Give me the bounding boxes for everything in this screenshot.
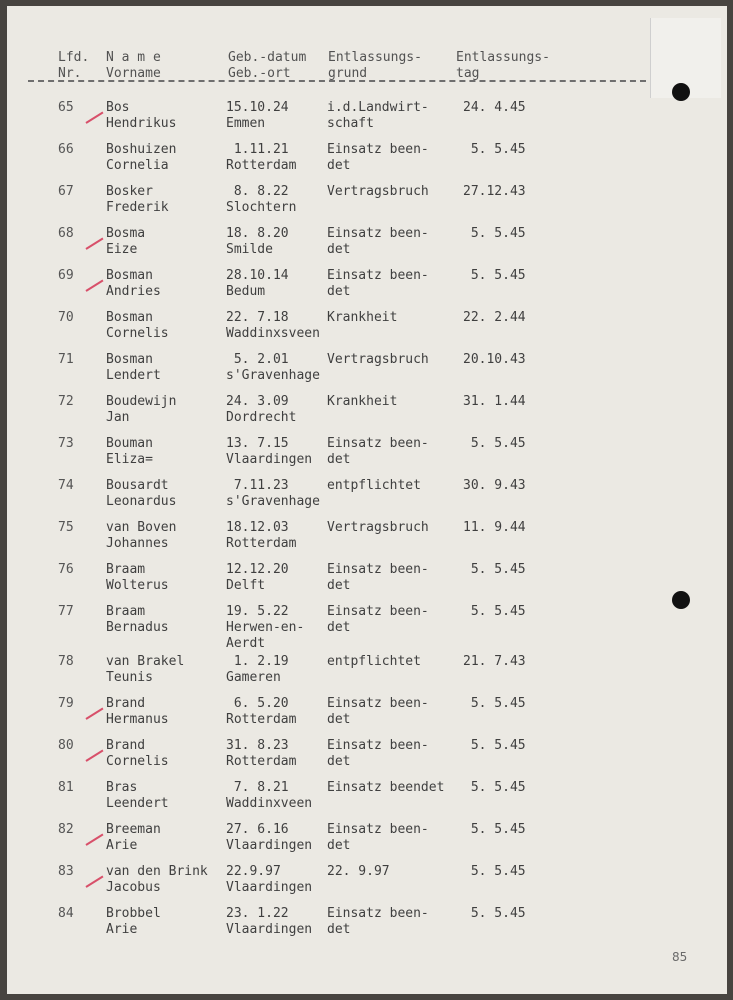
row-birth: 12.12.20 Delft xyxy=(226,562,289,593)
row-number: 75 xyxy=(58,520,74,535)
row-reason: Vertragsbruch xyxy=(327,352,429,367)
row-birth: 22. 7.18 Waddinxsveen xyxy=(226,310,320,341)
row-date: 11. 9.44 xyxy=(463,520,526,535)
row-birth: 27. 6.16 Vlaardingen xyxy=(226,822,313,853)
row-number: 67 xyxy=(58,184,74,199)
row-number: 73 xyxy=(58,436,74,451)
row-reason: Einsatz been- det xyxy=(327,436,429,467)
row-birth: 22.9.97 Vlaardingen xyxy=(226,864,313,895)
row-birth: 23. 1.22 Vlaardingen xyxy=(226,906,313,937)
row-number: 84 xyxy=(58,906,74,921)
row-number: 77 xyxy=(58,604,74,619)
row-reason: i.d.Landwirt- schaft xyxy=(327,100,429,131)
row-birth: 1. 2.19 Gameren xyxy=(226,654,289,685)
row-name: Bousardt Leonardus xyxy=(106,478,177,509)
row-number: 65 xyxy=(58,100,74,115)
row-name: Bouman Eliza= xyxy=(106,436,153,467)
row-name: Braam Bernadus xyxy=(106,604,169,635)
punch-hole-middle xyxy=(672,591,690,609)
row-name: Bosman Cornelis xyxy=(106,310,169,341)
row-name: Bosker Frederik xyxy=(106,184,169,215)
row-birth: 13. 7.15 Vlaardingen xyxy=(226,436,313,467)
row-reason: Einsatz been- det xyxy=(327,822,429,853)
row-name: van Brakel Teunis xyxy=(106,654,185,685)
row-date: 21. 7.43 xyxy=(463,654,526,669)
row-name: Brand Cornelis xyxy=(106,738,169,769)
row-reason: entpflichtet xyxy=(327,478,421,493)
row-date: 5. 5.45 xyxy=(463,822,526,837)
row-number: 80 xyxy=(58,738,74,753)
row-number: 71 xyxy=(58,352,74,367)
row-reason: 22. 9.97 xyxy=(327,864,390,879)
row-birth: 31. 8.23 Rotterdam xyxy=(226,738,297,769)
row-name: Brand Hermanus xyxy=(106,696,169,727)
row-date: 5. 5.45 xyxy=(463,436,526,451)
header-entlassungstag: Entlassungs- tag xyxy=(456,50,550,81)
row-name: Bras Leendert xyxy=(106,780,169,811)
row-name: van Boven Johannes xyxy=(106,520,177,551)
row-reason: Vertragsbruch xyxy=(327,520,429,535)
row-number: 81 xyxy=(58,780,74,795)
row-reason: Vertragsbruch xyxy=(327,184,429,199)
row-reason: Einsatz been- det xyxy=(327,226,429,257)
row-birth: 5. 2.01 s'Gravenhage xyxy=(226,352,320,383)
row-date: 31. 1.44 xyxy=(463,394,526,409)
row-reason: Einsatz been- det xyxy=(327,562,429,593)
row-name: Breeman Arie xyxy=(106,822,161,853)
row-date: 5. 5.45 xyxy=(463,864,526,879)
row-birth: 8. 8.22 Slochtern xyxy=(226,184,297,215)
row-number: 82 xyxy=(58,822,74,837)
row-reason: Krankheit xyxy=(327,394,398,409)
row-date: 5. 5.45 xyxy=(463,780,526,795)
row-reason: Einsatz beendet xyxy=(327,780,445,795)
row-date: 5. 5.45 xyxy=(463,696,526,711)
row-date: 5. 5.45 xyxy=(463,906,526,921)
row-name: Bos Hendrikus xyxy=(106,100,177,131)
row-birth: 19. 5.22 Herwen-en- Aerdt xyxy=(226,604,305,651)
row-number: 74 xyxy=(58,478,74,493)
header-divider xyxy=(28,80,646,82)
row-number: 66 xyxy=(58,142,74,157)
row-birth: 1.11.21 Rotterdam xyxy=(226,142,297,173)
row-reason: entpflichtet xyxy=(327,654,421,669)
row-date: 5. 5.45 xyxy=(463,268,526,283)
row-date: 30. 9.43 xyxy=(463,478,526,493)
row-birth: 28.10.14 Bedum xyxy=(226,268,289,299)
row-date: 24. 4.45 xyxy=(463,100,526,115)
row-birth: 7. 8.21 Waddinxveen xyxy=(226,780,313,811)
row-birth: 18.12.03 Rotterdam xyxy=(226,520,297,551)
row-birth: 7.11.23 s'Gravenhage xyxy=(226,478,320,509)
row-number: 83 xyxy=(58,864,74,879)
row-name: Boudewijn Jan xyxy=(106,394,177,425)
row-name: Braam Wolterus xyxy=(106,562,169,593)
row-number: 78 xyxy=(58,654,74,669)
row-birth: 15.10.24 Emmen xyxy=(226,100,289,131)
row-date: 5. 5.45 xyxy=(463,604,526,619)
row-reason: Einsatz been- det xyxy=(327,906,429,937)
row-name: van den Brink Jacobus xyxy=(106,864,208,895)
row-reason: Einsatz been- det xyxy=(327,696,429,727)
row-date: 5. 5.45 xyxy=(463,738,526,753)
row-number: 79 xyxy=(58,696,74,711)
header-name-vorname: N a m e Vorname xyxy=(106,50,161,81)
row-reason: Einsatz been- det xyxy=(327,268,429,299)
row-name: Boshuizen Cornelia xyxy=(106,142,177,173)
row-number: 76 xyxy=(58,562,74,577)
row-date: 27.12.43 xyxy=(463,184,526,199)
row-reason: Krankheit xyxy=(327,310,398,325)
row-name: Bosman Lendert xyxy=(106,352,161,383)
punch-hole-top xyxy=(672,83,690,101)
row-number: 68 xyxy=(58,226,74,241)
header-lfd-nr: Lfd. Nr. xyxy=(58,50,90,81)
row-birth: 6. 5.20 Rotterdam xyxy=(226,696,297,727)
row-number: 70 xyxy=(58,310,74,325)
row-date: 22. 2.44 xyxy=(463,310,526,325)
row-date: 5. 5.45 xyxy=(463,226,526,241)
row-birth: 24. 3.09 Dordrecht xyxy=(226,394,297,425)
row-date: 20.10.43 xyxy=(463,352,526,367)
row-reason: Einsatz been- det xyxy=(327,604,429,635)
row-birth: 18. 8.20 Smilde xyxy=(226,226,289,257)
row-reason: Einsatz been- det xyxy=(327,142,429,173)
row-number: 69 xyxy=(58,268,74,283)
row-name: Brobbel Arie xyxy=(106,906,161,937)
header-geb-datum-ort: Geb.-datum Geb.-ort xyxy=(228,50,307,81)
row-reason: Einsatz been- det xyxy=(327,738,429,769)
row-date: 5. 5.45 xyxy=(463,562,526,577)
row-name: Bosma Eize xyxy=(106,226,146,257)
row-date: 5. 5.45 xyxy=(463,142,526,157)
row-number: 72 xyxy=(58,394,74,409)
page-number: 85 xyxy=(672,950,688,964)
row-name: Bosman Andries xyxy=(106,268,161,299)
header-entlassungsgrund: Entlassungs- grund xyxy=(328,50,422,81)
